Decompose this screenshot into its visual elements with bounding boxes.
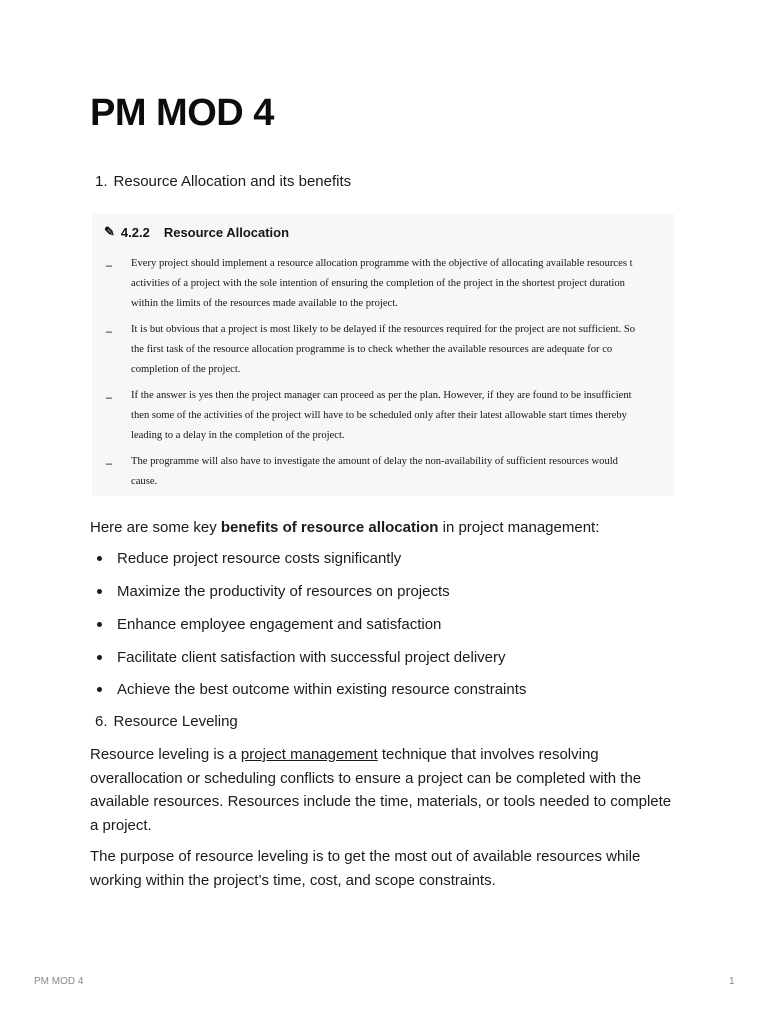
- scan-dash: –: [106, 324, 112, 338]
- scan-line: within the limits of the resources made available to the project.: [131, 298, 398, 309]
- scan-line: completion of the project.: [131, 364, 241, 375]
- bullet-dot: [97, 655, 102, 660]
- scan-line: activities of a project with the sole intention of ensuring the completion of the project in the shortest project duration: [131, 278, 625, 289]
- footer-title: PM MOD 4: [34, 976, 84, 987]
- intro-text-end: in project management:: [438, 519, 600, 536]
- scan-line: It is but obvious that a project is most likely to be delayed if the resources required for the project are not sufficient. So: [131, 324, 636, 335]
- scan-dash: –: [106, 456, 112, 470]
- bullet-dot: [97, 556, 102, 561]
- leveling-paragraph: [90, 743, 680, 837]
- scan-line: the first task of the resource allocation programme is to check whether the available resources are adequate for co: [131, 344, 613, 355]
- scan-section-title: Resource Allocation: [163, 224, 290, 240]
- scan-line: Every project should implement a resource allocation programme with the objective of allocating available resources t: [131, 258, 633, 269]
- scan-section-number: 4.2.2: [120, 224, 150, 240]
- scan-dash: –: [106, 390, 112, 404]
- scan-line: If the answer is yes then the project manager can proceed as per the plan. However, if they are found to be insufficient: [131, 390, 632, 401]
- item-text: Resource Allocation and its benefits: [113, 173, 352, 190]
- benefit-item: [97, 583, 450, 600]
- project-management-link[interactable]: project management: [240, 746, 378, 763]
- benefit-text: Reduce project resource costs significantly: [117, 550, 402, 567]
- intro-text: Here are some key: [90, 519, 221, 536]
- bullet-dot: [97, 622, 102, 627]
- scanned-excerpt-image: [92, 214, 674, 496]
- benefit-item: [97, 681, 526, 698]
- bullet-dot: [97, 687, 102, 692]
- page-title: PM MOD 4: [90, 92, 274, 134]
- scan-dash: –: [106, 258, 112, 272]
- benefit-text: Enhance employee engagement and satisfaction: [117, 616, 442, 633]
- leveling-text-end: technique that involves resolving overallocation or scheduling conflicts to ensure a project can be completed with the available resources. Resources include the time, materials, or tools needed to complete a project.: [90, 746, 672, 834]
- scan-line: cause.: [131, 476, 158, 487]
- benefits-intro: [90, 516, 680, 540]
- scan-line: then some of the activities of the project will have to be scheduled only after their latest allowable start times thereby: [131, 410, 627, 421]
- purpose-paragraph: The purpose of resource leveling is to get the most out of available resources while working within the project’s time, cost, and scope constraints.: [90, 848, 641, 889]
- scan-line: The programme will also have to investigate the amount of delay the non-availability of sufficient resources would: [131, 456, 618, 467]
- bullet-dot: [97, 589, 102, 594]
- scan-section-heading: [104, 224, 289, 240]
- numbered-item-6: [95, 713, 238, 730]
- item-text: Resource Leveling: [113, 713, 238, 730]
- intro-bold-text: benefits of resource allocation: [220, 519, 439, 536]
- benefit-item: [97, 550, 401, 567]
- scan-line: leading to a delay in the completion of the project.: [131, 430, 345, 441]
- benefit-item: [97, 649, 506, 666]
- section-pointer-icon: ✎: [104, 224, 115, 239]
- leveling-text: Resource leveling is a: [90, 746, 241, 763]
- benefit-text: Achieve the best outcome within existing resource constraints: [117, 681, 527, 698]
- item-number: 1.: [95, 173, 108, 190]
- item-number: 6.: [95, 713, 108, 730]
- numbered-item-1: [95, 173, 351, 190]
- benefit-text: Maximize the productivity of resources on projects: [117, 583, 450, 600]
- benefit-text: Facilitate client satisfaction with successful project delivery: [117, 649, 506, 666]
- benefit-item: [97, 616, 441, 633]
- page-number: 1: [729, 976, 735, 987]
